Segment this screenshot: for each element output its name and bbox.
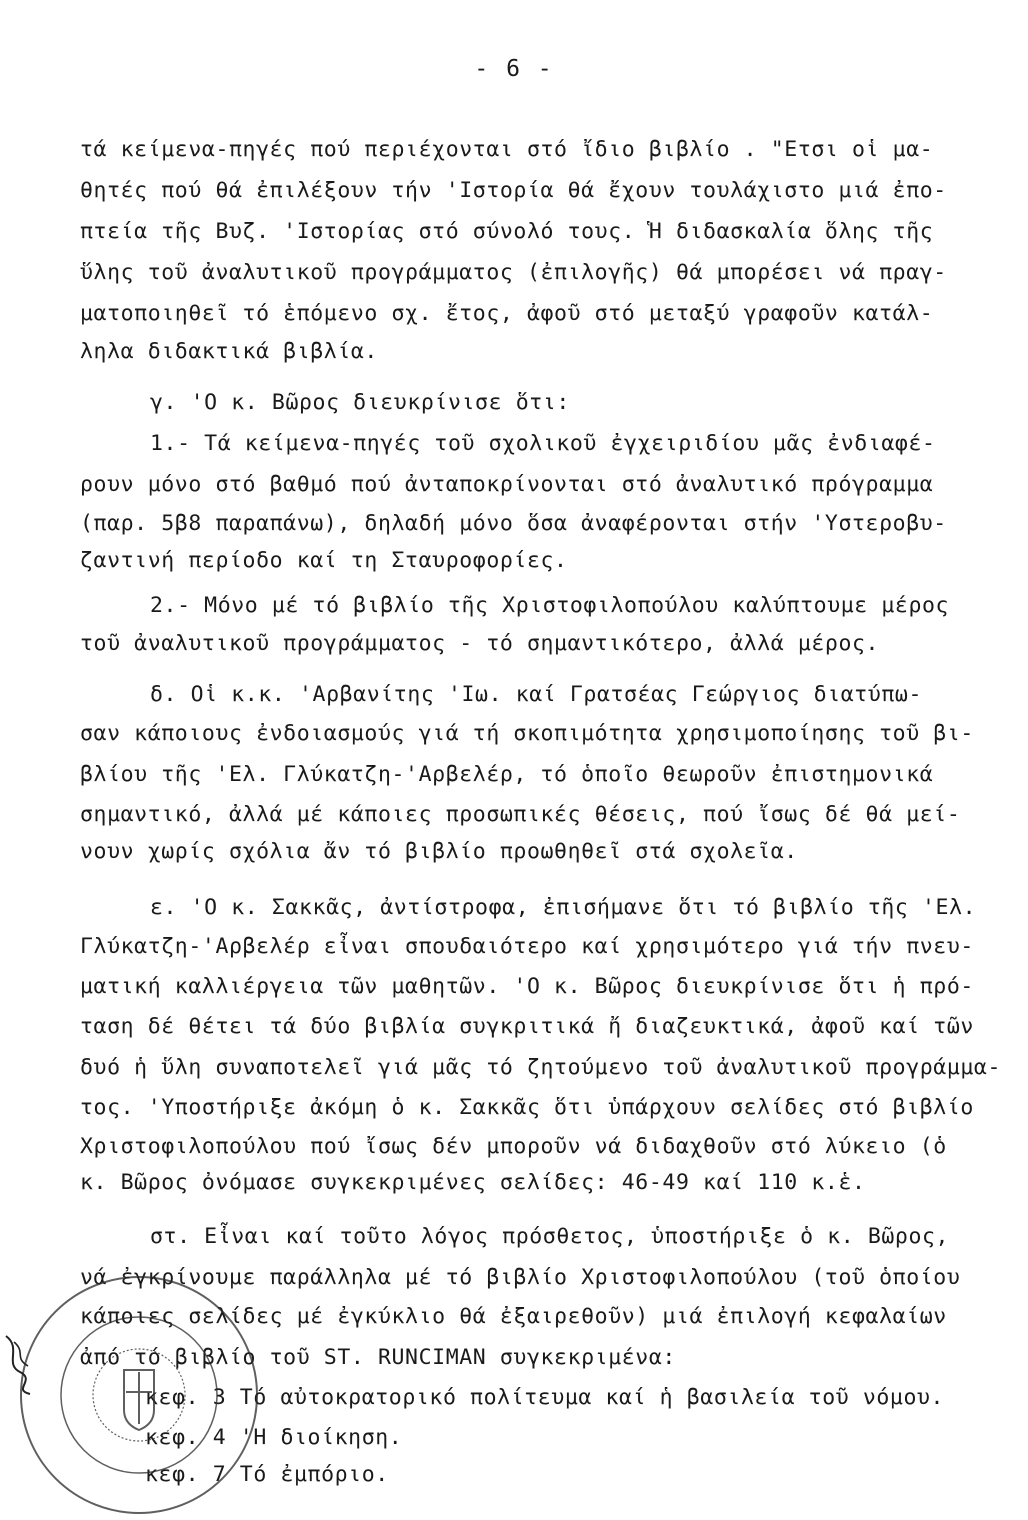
text-line: (παρ. 5β8 παραπάνω), δηλαδή μόνο ὅσα ἀναφέρονται στήν 'Υστεροβυ- [80,511,947,536]
list-item: κεφ. 3 Τό αὐτοκρατορικό πολίτευμα καί ἡ βασιλεία τοῦ νόμου. [145,1385,945,1410]
text-line: ἀπό τό βιβλίο τοῦ ST. RUNCIMAN συγκεκριμένα: [80,1345,676,1370]
text-line: ρουν μόνο στό βαθμό πού ἀνταποκρίνονται στό ἀναλυτικό πρόγραμμα [80,472,934,497]
text-line: Γλύκατζη-'Αρβελέρ εἶναι σπουδαιότερο καί χρησιμότερο γιά τήν πνευ- [80,934,974,959]
handwritten-margin-mark [0,1328,40,1398]
text-line: δυό ἡ ὕλη συναποτελεῖ γιά μᾶς τό ζητούμενο τοῦ ἀναλυτικοῦ προγράμμα- [80,1055,1001,1080]
text-line: ματοποιηθεῖ τό ἑπόμενο σχ. ἔτος, ἀφοῦ στό μεταξύ γραφοῦν κατάλ- [80,301,934,326]
text-line: νά ἐγκρίνουμε παράλληλα μέ τό βιβλίο Χριστοφιλοπούλου (τοῦ ὁποίου [80,1265,961,1290]
text-line: ταση δέ θέτει τά δύο βιβλία συγκριτικά ἤ διαζευκτικά, ἀφοῦ καί τῶν [80,1014,974,1039]
text-line: σημαντικό, ἀλλά μέ κάποιες προσωπικές θέσεις, πού ἴσως δέ θά μεί- [80,802,961,827]
text-line: τος. 'Υποστήριξε ἀκόμη ὁ κ. Σακκᾶς ὅτι ὑπάρχουν σελίδες στό βιβλίο [80,1095,974,1120]
text-line: ὕλης τοῦ ἀναλυτικοῦ προγράμματος (ἐπιλογῆς) θά μπορέσει νά πραγ- [80,260,947,285]
text-line: κ. Βῶρος ὀνόμασε συγκεκριμένες σελίδες: 46-49 καί 110 κ.ἑ. [80,1170,866,1195]
text-line: τά κείμενα-πηγές πού περιέχονται στό ἴδιο βιβλίο . "Ετσι οἱ μα- [80,137,934,162]
section-heading: γ. 'Ο κ. Βῶρος διευκρίνισε ὅτι: [150,390,570,415]
text-line: ζαντινή περίοδο καί τη Σταυροφορίες. [80,548,568,573]
text-line: θητές πού θά ἐπιλέξουν τήν 'Ιστορία θά ἔχουν τουλάχιστο μιά ἐπο- [80,178,947,203]
list-item: κεφ. 4 'Η διοίκηση. [145,1425,403,1450]
list-item: κεφ. 7 Τό ἐμπόριο. [145,1462,389,1487]
section-heading: δ. Οἱ κ.κ. 'Αρβανίτης 'Ιω. καί Γρατσέας Γεώργιος διατύπω- [150,682,923,707]
text-line: βλίου τῆς 'Ελ. Γλύκατζη-'Αρβελέρ, τό ὁποῖο θεωροῦν ἐπιστημονικά [80,762,934,787]
text-line: 1.- Τά κείμενα-πηγές τοῦ σχολικοῦ ἐγχειριδίου μᾶς ἐνδιαφέ- [150,431,936,456]
official-seal-stamp [14,1270,264,1520]
text-line: πτεία τῆς Βυζ. 'Ιστορίας στό σύνολό τους. Ἡ διδασκαλία ὅλης τῆς [80,219,934,244]
text-line: νουν χωρίς σχόλια ἄν τό βιβλίο προωθηθεῖ στά σχολεῖα. [80,839,798,864]
text-line: κάποιες σελίδες μέ ἐγκύκλιο θά ἐξαιρεθοῦν) μιά ἐπιλογή κεφαλαίων [80,1304,947,1329]
text-line: ματική καλλιέργεια τῶν μαθητῶν. 'Ο κ. Βῶρος διευκρίνισε ὅτι ἡ πρό- [80,974,974,999]
text-line: τοῦ ἀναλυτικοῦ προγράμματος - τό σημαντικότερο, ἀλλά μέρος. [80,631,880,656]
text-line: 2.- Μόνο μέ τό βιβλίο τῆς Χριστοφιλοπούλου καλύπτουμε μέρος [150,593,950,618]
section-heading: στ. Εἶναι καί τοῦτο λόγος πρόσθετος, ὑποστήριξε ὁ κ. Βῶρος, [150,1224,950,1249]
text-line: σαν κάποιους ἐνδοιασμούς γιά τή σκοπιμότητα χρησιμοποίησης τοῦ βι- [80,721,974,746]
text-line: Χριστοφιλοπούλου πού ἴσως δέν μποροῦν νά διδαχθοῦν στό λύκειο (ὁ [80,1134,947,1159]
section-heading: ε. 'Ο κ. Σακκᾶς, ἀντίστροφα, ἐπισήμανε ὅτι τό βιβλίο τῆς 'Ελ. [150,895,977,920]
page-number: - 6 - [474,56,554,82]
text-line: ληλα διδακτικά βιβλία. [80,339,378,364]
